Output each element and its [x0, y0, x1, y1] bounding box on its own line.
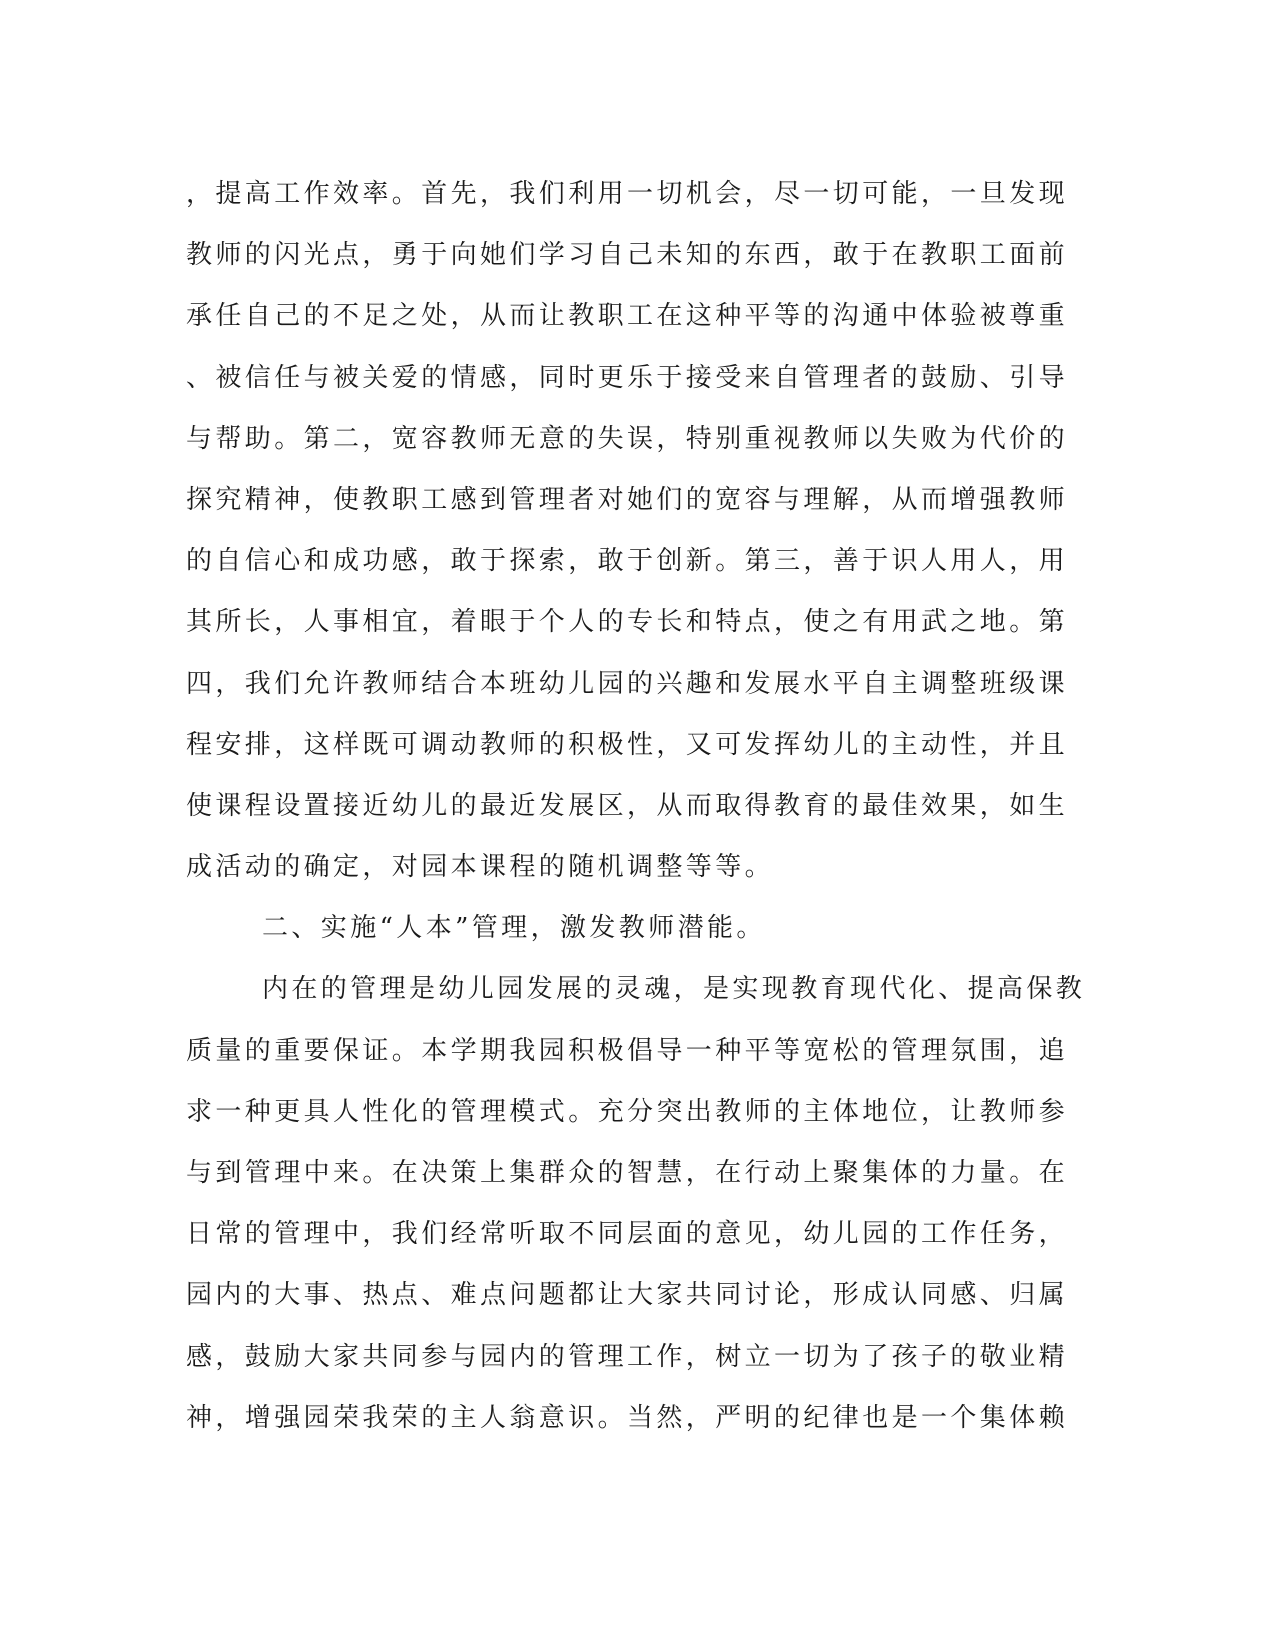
text-line: ，提高工作效率。首先，我们利用一切机会，尽一切可能，一旦发现 — [186, 179, 1069, 209]
text-line: 四，我们允许教师结合本班幼儿园的兴趣和发展水平自主调整班级课 — [186, 668, 1069, 699]
text-line: 园内的大事、热点、难点问题都让大家共同讨论，形成认同感、归属 — [186, 1280, 1069, 1311]
text-line: 与到管理中来。在决策上集群众的智慧，在行动上聚集体的力量。在 — [186, 1158, 1069, 1188]
text-line: 使课程设置接近幼儿的最近发展区，从而取得教育的最佳效果，如生 — [186, 790, 1069, 821]
text-line: 探究精神，使教职工感到管理者对她们的宽容与理解，从而增强教师 — [186, 484, 1069, 515]
text-line: 与帮助。第二，宽容教师无意的失误，特别重视教师以失败为代价的 — [186, 423, 1069, 454]
text-line: 承任自己的不足之处，从而让教职工在这种平等的沟通中体验被尊重 — [186, 301, 1069, 332]
section-heading: 二、实施“人本”管理，激发教师潜能。 — [262, 913, 766, 944]
text-line: 感，鼓励大家共同参与园内的管理工作，树立一切为了孩子的敬业精 — [186, 1341, 1069, 1372]
paragraph-2 — [186, 959, 1086, 1449]
text-line: 其所长，人事相宜，着眼于个人的专长和特点，使之有用武之地。第 — [186, 607, 1069, 638]
text-line: 内在的管理是幼儿园发展的灵魂，是实现教育现代化、提高保教 — [262, 974, 1086, 1005]
paragraph-1 — [186, 164, 1086, 898]
text-line: 、被信任与被关爱的情感，同时更乐于接受来自管理者的鼓励、引导 — [186, 362, 1069, 393]
text-line: 求一种更具人性化的管理模式。充分突出教师的主体地位，让教师参 — [186, 1096, 1069, 1127]
text-line: 教师的闪光点，勇于向她们学习自己未知的东西，敢于在教职工面前 — [186, 240, 1069, 271]
text-line: 成活动的确定，对园本课程的随机调整等等。 — [186, 852, 775, 883]
text-line: 质量的重要保证。本学期我园积极倡导一种平等宽松的管理氛围，追 — [186, 1035, 1069, 1066]
text-line: 日常的管理中，我们经常听取不同层面的意见，幼儿园的工作任务， — [186, 1219, 1069, 1250]
text-line: 程安排，这样既可调动教师的积极性，又可发挥幼儿的主动性，并且 — [186, 729, 1069, 760]
text-line: 神，增强园荣我荣的主人翁意识。当然，严明的纪律也是一个集体赖 — [186, 1402, 1069, 1433]
text-line: 的自信心和成功感，敢于探索，敢于创新。第三，善于识人用人，用 — [186, 546, 1069, 577]
document-body — [186, 164, 1086, 1449]
